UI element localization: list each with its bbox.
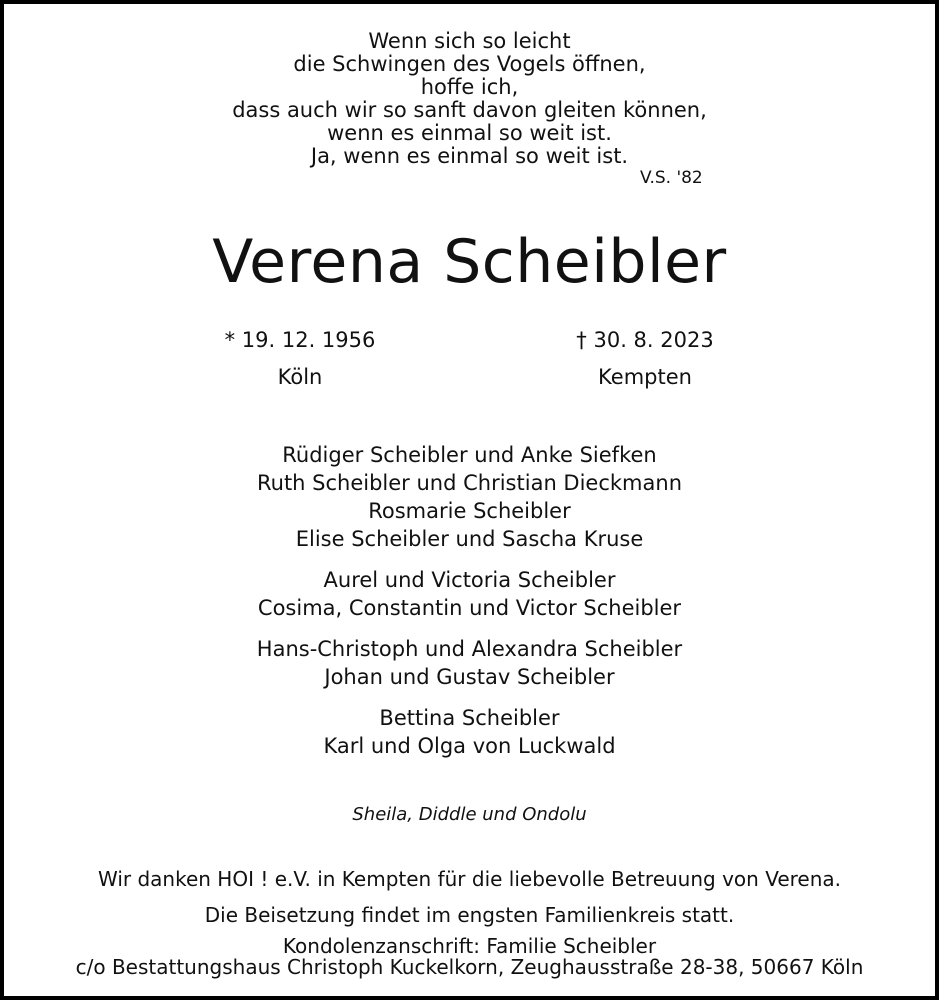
mourner-line: Karl und Olga von Luckwald: [323, 734, 616, 758]
pets-line: Sheila, Diddle und Ondolu: [352, 804, 587, 825]
mourner-line: Hans-Christoph und Alexandra Scheibler: [256, 637, 683, 661]
mourner-line: Ruth Scheibler und Christian Dieckmann: [256, 471, 682, 495]
mourner-line: Rüdiger Scheibler und Anke Siefken: [282, 443, 657, 467]
poem-line: Ja, wenn es einmal so weit ist.: [310, 144, 629, 168]
mourner-line: Rosmarie Scheibler: [368, 499, 571, 523]
poem-signature: V.S. '82: [640, 168, 703, 188]
poem-line: dass auch wir so sanft davon gleiten können,: [232, 98, 707, 122]
poem-line: die Schwingen des Vogels öffnen,: [293, 52, 646, 76]
mourner-line: Cosima, Constantin und Victor Scheibler: [257, 596, 682, 620]
death-date: † 30. 8. 2023: [576, 328, 714, 352]
deceased-name: Verena Scheibler: [212, 227, 727, 297]
mourner-line: Elise Scheibler und Sascha Kruse: [295, 527, 644, 551]
birth-date: * 19. 12. 1956: [224, 328, 376, 352]
poem-line: wenn es einmal so weit ist.: [327, 121, 612, 145]
mourner-line: Bettina Scheibler: [379, 706, 560, 730]
mourner-line: Aurel und Victoria Scheibler: [323, 568, 616, 592]
death-place: Kempten: [598, 365, 692, 389]
mourner-line: Johan und Gustav Scheibler: [324, 665, 615, 689]
poem-line: hoffe ich,: [420, 75, 519, 99]
poem-line: Wenn sich so leicht: [368, 29, 571, 53]
thanks-line: Wir danken HOI ! e.V. in Kempten für die liebevolle Betreuung von Verena.: [98, 867, 841, 891]
address-line-1: Kondolenzanschrift: Familie Scheibler: [282, 934, 657, 958]
birth-place: Köln: [277, 365, 323, 389]
address-line-2: c/o Bestattungshaus Christoph Kuckelkorn, Zeughausstraße 28-38, 50667 Köln: [75, 955, 864, 979]
funeral-line: Die Beisetzung findet im engsten Familienkreis statt.: [204, 903, 735, 927]
